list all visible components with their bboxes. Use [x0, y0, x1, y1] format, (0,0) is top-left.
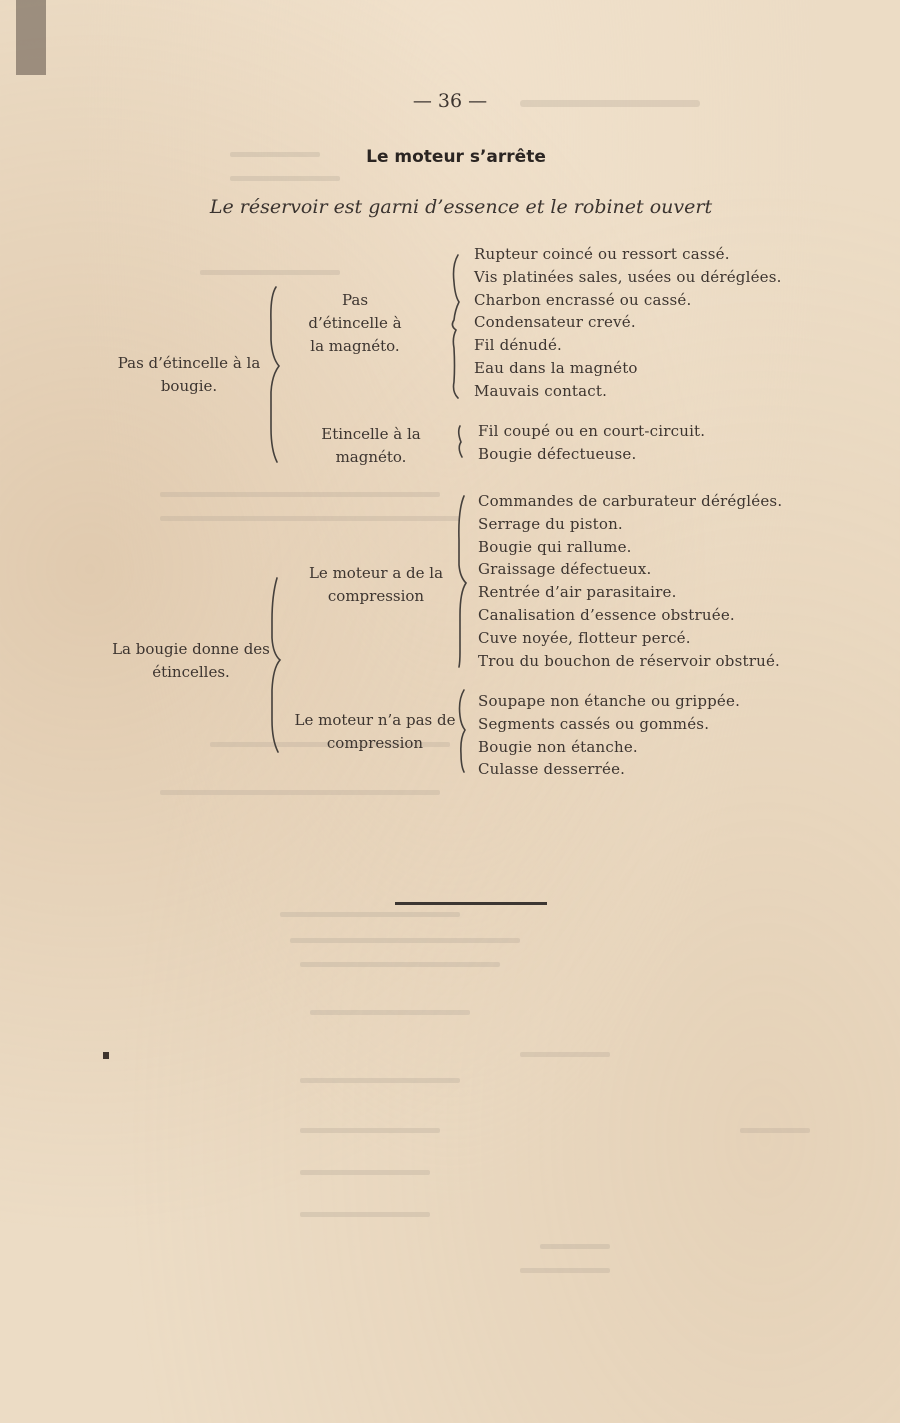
cause-item: Commandes de carburateur déréglées. [478, 492, 783, 510]
cause-item: Rupteur coincé ou ressort cassé. [474, 245, 730, 263]
bracket-compression-causes [459, 496, 466, 667]
section-title: Le moteur s’arrête [366, 147, 546, 167]
bracket-etincelle-causes [459, 426, 462, 457]
etincelle-causes-list [478, 420, 705, 466]
bracket-no-compression-causes [460, 690, 466, 772]
branch-1a-label: Pas d’étincelle à la magnéto. [308, 291, 402, 355]
cause-item: Condensateur crevé. [474, 313, 636, 332]
cause-item: Bougie qui rallume. [478, 537, 632, 556]
cause-item: Rentrée d’air parasitaire. [478, 583, 677, 602]
branch-2a-label: Le moteur a de la compression [308, 564, 444, 605]
cause-item: Vis platinées sales, usées ou déréglées. [474, 267, 782, 286]
page-number: — 36 — [412, 90, 488, 112]
cause-item: Segments cassés ou gommés. [478, 714, 710, 733]
cause-item: Canalisation d’essence obstruée. [478, 605, 735, 624]
cause-item: Cuve noyée, flotteur percé. [478, 628, 691, 647]
cause-item: Eau dans la magnéto [474, 358, 638, 377]
branch-2b-label: Le moteur n’a pas de compression [294, 711, 456, 752]
branch-1b-label: Etincelle à la magnéto. [321, 425, 421, 466]
cause-item: Mauvais contact. [474, 381, 608, 400]
magneto-causes-list [474, 243, 782, 403]
cause-item: Bougie non étanche. [478, 737, 638, 756]
branch-1-label: Pas d’étincelle à la bougie. [117, 354, 261, 395]
cause-item: Fil coupé ou en court-circuit. [478, 422, 706, 440]
bracket-magneto-causes [452, 255, 459, 398]
closing-rule [395, 902, 547, 905]
cause-item: Serrage du piston. [478, 514, 623, 533]
bracket-branch-1 [271, 287, 279, 462]
cause-item: Graissage défectueux. [478, 560, 652, 579]
cause-item: Soupape non étanche ou grippée. [478, 692, 741, 710]
cause-item: Trou du bouchon de réservoir obstrué. [478, 651, 780, 670]
compression-causes-list [478, 490, 782, 672]
no-compression-causes-list [478, 690, 740, 781]
cause-item: Charbon encrassé ou cassé. [474, 290, 692, 309]
section-subtitle: Le réservoir est garni d’essence et le robinet ouvert [209, 196, 713, 218]
cause-item: Fil dénudé. [474, 336, 563, 355]
bracket-branch-2 [272, 578, 280, 752]
branch-2-label: La bougie donne des étincelles. [112, 640, 270, 681]
cause-item: Culasse desserrée. [478, 760, 626, 779]
cause-item: Bougie défectueuse. [478, 444, 637, 463]
